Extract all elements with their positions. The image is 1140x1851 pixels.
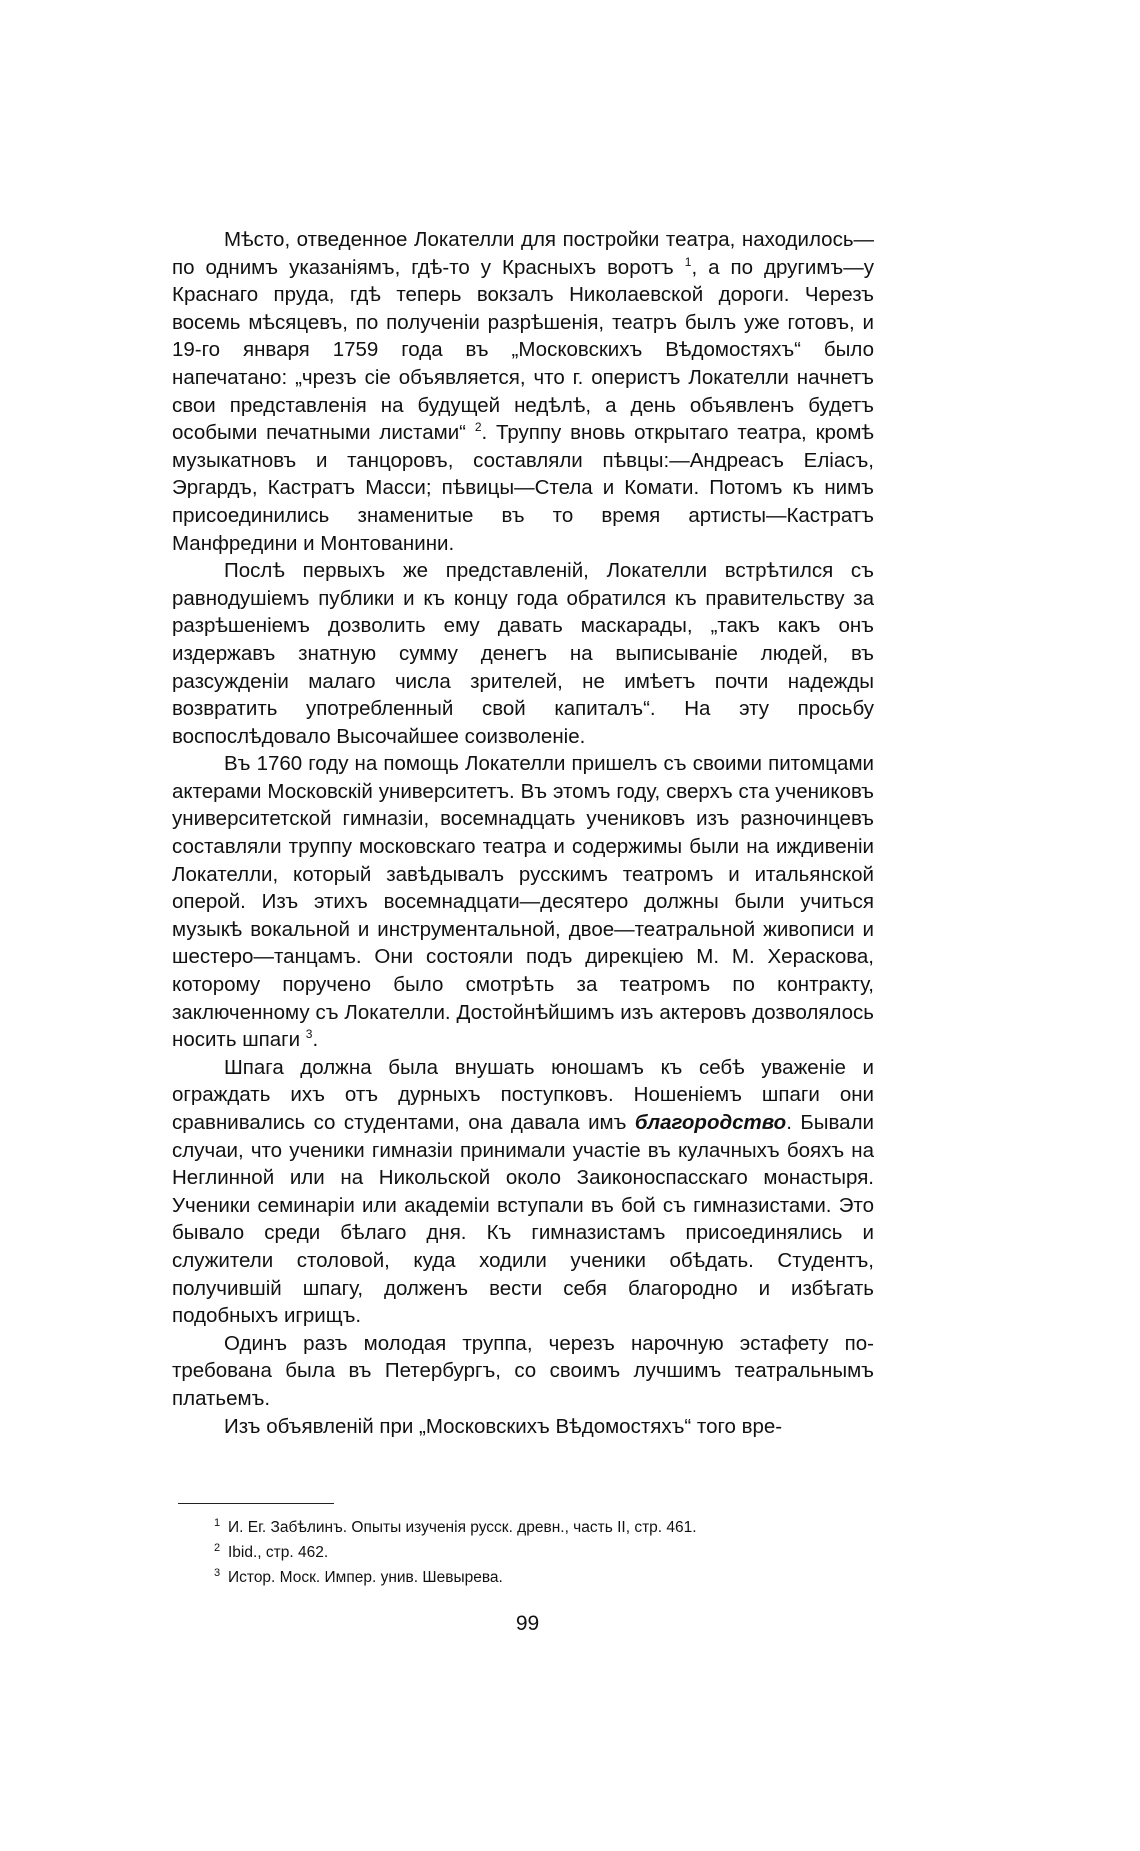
- body-text: [172, 226, 874, 1440]
- emphasized-text: благородство: [634, 1111, 787, 1134]
- page-number: 99: [515, 1612, 540, 1635]
- footnote-marker: 3: [214, 1567, 221, 1579]
- text-run: . Труппу вновь открытаго театра, кромѣ музыкатновъ и танцоровъ, составляли пѣвцы:—Андреасъ Еліасъ, Эргардъ, Кастратъ Масси; пѣвицы—Стела и Комати. Потомъ къ нимъ присоединились знаменитые въ то время артисты—Кастратъ Манфредини и Монтованини.: [172, 421, 874, 555]
- footnote-marker: 1: [214, 1517, 221, 1529]
- text-run: Шпага должна была внушать юношамъ къ себѣ уваженіе и ограждать ихъ отъ дурныхъ поступковъ. Ношеніемъ шпаги они сравнивались со студентами, она давала имъ: [172, 1055, 874, 1134]
- footnote-text: И. Ег. Забѣлинъ. Опыты изученія русск. древн., часть II, стр. 461.: [228, 1519, 697, 1536]
- footnote-1: [214, 1515, 868, 1540]
- footnote-2: [214, 1540, 868, 1565]
- footnote-reference: 1: [684, 254, 692, 269]
- footnote-separator: [178, 1503, 334, 1504]
- text-run: .: [312, 1028, 319, 1052]
- footnote-text: Истор. Моск. Импер. унив. Шевырева.: [228, 1569, 503, 1586]
- footnotes: [214, 1515, 868, 1590]
- text-run: Мѣсто, отведенное Локателли для постройки театра, находилось—по однимъ указаніямъ, гдѣ-то у Красныхъ воротъ: [172, 228, 874, 279]
- text-run: Изъ объявленій при „Московскихъ Вѣдомостяхъ“ того вре-: [224, 1414, 783, 1438]
- text-run: , а по другимъ—у Краснаго пруда, гдѣ теперь вокзалъ Николаевской дороги. Черезъ восемь мѣсяцевъ, по полученіи разрѣшенія, театръ былъ уже готовъ, и 19-го января 1759 года въ „Московскихъ Вѣдомостяхъ“ было напечатано: „чрезъ сіе объявляется, что г. оперистъ Локателли начнетъ свои представленія на будущей недѣлѣ, а день объявленъ будетъ особыми печатными листами“: [172, 255, 874, 445]
- footnote-marker: 2: [214, 1542, 221, 1554]
- paragraph: [172, 1413, 874, 1441]
- text-run: Въ 1760 году на помощь Локателли пришелъ съ своими питомцами актерами Московскій университетъ. Въ этомъ году, сверхъ ста учениковъ университетской гимназіи, восемнадцать учениковъ изъ разночинцевъ составляли труппу московскаго театра и содержимы были на иждивеніи Локателли, который завѣдывалъ русскимъ театромъ и итальянской оперой. Изъ этихъ восемнадцати—десятеро должны были учиться музыкѣ вокальной и инструментальной, двое—театральной живописи и шестеро—танцамъ. Они состояли подъ дирекціею М. М. Хераскова, которому поручено было смотрѣть за театромъ по контракту, заключенному съ Локателли. Достойнѣйшимъ изъ актеровъ дозволялось носить шпаги: [172, 752, 874, 1052]
- paragraph: [172, 750, 874, 1054]
- text-run: Одинъ разъ молодая труппа, черезъ нарочную эстафету потребована была въ Петербургъ, со своимъ лучшимъ театральнымъ платьемъ.: [172, 1331, 874, 1410]
- footnote-reference: 3: [305, 1027, 313, 1042]
- text-run: Послѣ первыхъ же представленій, Локателли встрѣтился съ равнодушіемъ публики и къ концу года обратился къ правительству за разрѣшеніемъ дозволить ему давать маскарады, „такъ какъ онъ издержавъ знатную сумму денегъ на выписываніе людей, въ разсужденіи малаго числа зрителей, не имѣетъ почти надежды возвратить употребленный свой капиталъ“. На эту просьбу воспослѣдовало Высочайшее соизволеніе.: [172, 559, 874, 748]
- footnote-text: Ibid., стр. 462.: [228, 1544, 329, 1561]
- paragraph: [172, 1330, 874, 1413]
- text-run: . Бывали случаи, что ученики гимназіи принимали участіе въ кулачныхъ бояхъ на Неглинной или на Никольской около Заиконоспасскаго монастыря. Ученики семинаріи или академіи вступали въ бой съ гимназистами. Это бывало среди бѣлаго дня. Къ гимназистамъ присоединялись и служители столовой, куда ходили ученики обѣдать. Студентъ, получившій шпагу, долженъ вести себя благородно и избѣгать подобныхъ игрищъ.: [172, 1111, 874, 1328]
- paragraph: [172, 1054, 874, 1330]
- footnote-3: [214, 1565, 868, 1590]
- footnote-reference: 2: [474, 420, 482, 435]
- paragraph: [172, 557, 874, 750]
- paragraph: [172, 226, 874, 557]
